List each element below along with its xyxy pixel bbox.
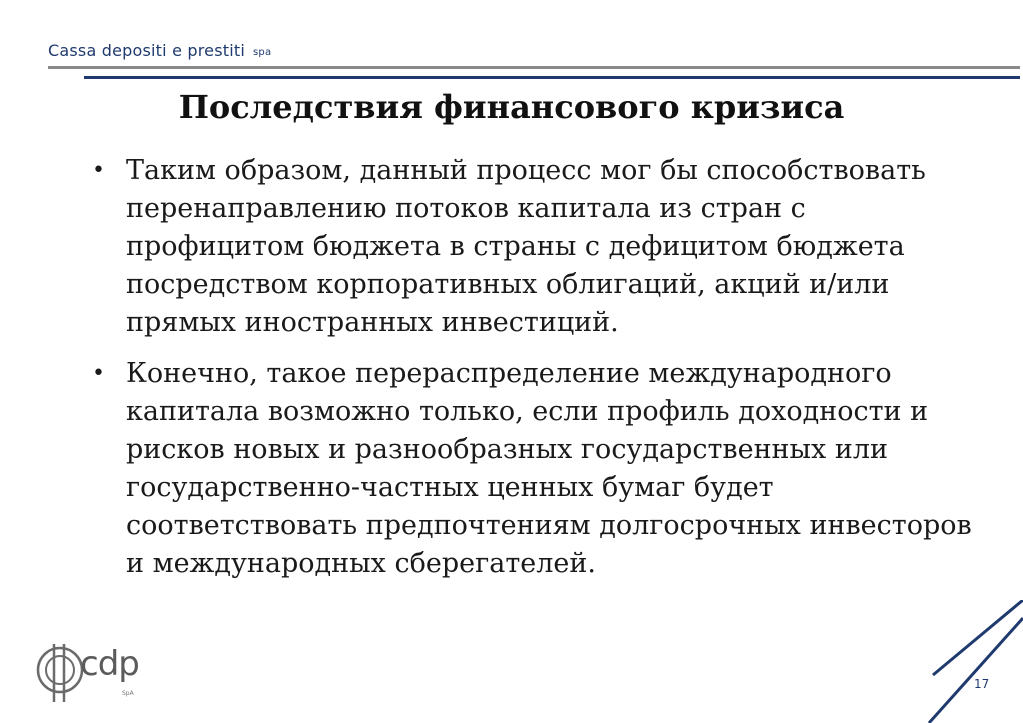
brand-header [48, 41, 271, 60]
bullet-list [88, 152, 988, 596]
logo-subtext: SpA [122, 690, 134, 697]
corner-decoration-icon [915, 600, 1023, 723]
cdp-logo [36, 640, 139, 704]
brand-name: Cassa depositi e prestiti [48, 41, 245, 60]
bullet-text: Таким образом, данный процесс мог бы способствовать перенаправлению потоков капитала из стран с профицитом бюджета в страны с дефицитом бюджета посредством корпоративных облигаций, акций и/или прямых иностранных инвестиций. [126, 155, 926, 338]
bullet-text: Конечно, такое перераспределение международного капитала возможно только, если профиль доходности и рисков новых и разнообразных государственных или государственно-частных ценных бумаг будет соответствовать предпочтениям долгосрочных инвесторов и международных сберегателей. [126, 358, 972, 579]
bullet-item [88, 355, 988, 583]
bullet-marker: • [92, 361, 105, 386]
header-rule-navy [84, 76, 1020, 79]
bullet-item [88, 152, 988, 342]
brand-suffix: spa [253, 47, 272, 58]
bullet-marker: • [92, 158, 105, 183]
slide-title: Последствия финансового кризиса [178, 88, 845, 126]
page-number: 17 [974, 677, 990, 691]
header-rule-grey [48, 66, 1020, 69]
logo-text: cdp [80, 644, 139, 684]
